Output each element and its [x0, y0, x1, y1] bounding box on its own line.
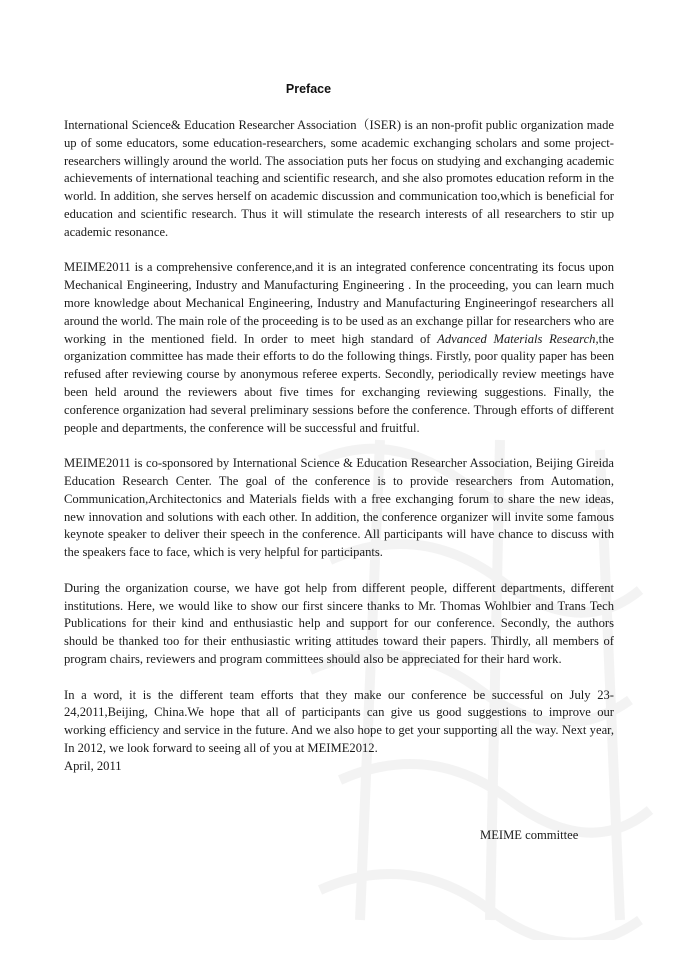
page-title: Preface	[285, 82, 332, 96]
date-line: April, 2011	[64, 758, 122, 773]
paragraph-closing	[64, 687, 614, 776]
paragraph-text: MEIME2011 is a comprehensive conference,and it is an integrated conference concentrating its focus upon Mechanical Engineering, Industry and Manufacturing Engineering . In the proceeding, you can learn much more knowledge about Mechanical Engineering, Industry and Manufacturing Engineeringof researchers all around the world. The main role of the proceeding is to be used as an exchange pillar for researchers who are working in the mentioned field. In order to meet high standard of	[64, 260, 614, 346]
signature: MEIME committee	[480, 828, 579, 842]
paragraph-text: In a word, it is the different team efforts that they make our conference be successful on July 23-24,2011,Beijing, China.We hope that all of participants can give us good suggestions to improve our working efficiency and service in the future. And we also hope to get your supporting all the way. Next year, In 2012, we look forward to seeing all of you at MEIME2012.	[64, 687, 614, 755]
paragraph-meime-overview	[64, 259, 614, 437]
journal-title-italic: Advanced Materials Research	[437, 331, 596, 346]
paragraph-acknowledgements: During the organization course, we have got help from different people, different departments, different institutions. Here, we would like to show our first sincere thanks to Mr. Thomas Wohlbier and Trans Tech Publications for their kind and enthusiastic help and support for our conference. Secondly, the authors should be thanked too for their enthusiastic writing attitudes toward their papers. Thirdly, all members of program chairs, reviewers and program committees should also be appreciated for their hard work.	[64, 580, 614, 666]
paragraph-sponsors: MEIME2011 is co-sponsored by International Science & Education Researcher Association, Beijing Gireida Education Research Center. The goal of the conference is to provide researchers from Automation, Communication,Architectonics and Materials fields with a free exchanging forum to share the new ideas, new innovation and solutions with each other. In addition, the conference organizer will invite some famous keynote speaker to deliver their speech in the conference. All participants will have chance to discuss with the speakers face to face, which is very helpful for participants.	[64, 456, 614, 560]
paragraph-iser: International Science& Education Researcher Association（ISER) is an non-profit public organization made up of some educators, some education-researchers, some academic exchanging scholars and some project-researchers willingly around the world. The association puts her focus on studying and exchanging academic achievements of international teaching and scientific research, and she also promotes education reform in the world. In addition, she serves herself on academic discussion and communication too,which is beneficial for education and scientific research. Thus it will stimulate the research interests of all researchers to stir up academic resonance.	[64, 118, 614, 239]
preface-body	[64, 117, 614, 775]
paragraph-text: ,the organization committee has made their efforts to do the following things. Firstly, poor quality paper has been refused after reviewing course by anonymous referee experts. Secondly, periodically review meetings have been held around the reviewers about five times for exchanging reviewing suggestions. Finally, the conference organization had several preliminary sessions before the conference. Through efforts of different people and departments, the conference will be successful and fruitful.	[64, 331, 615, 435]
